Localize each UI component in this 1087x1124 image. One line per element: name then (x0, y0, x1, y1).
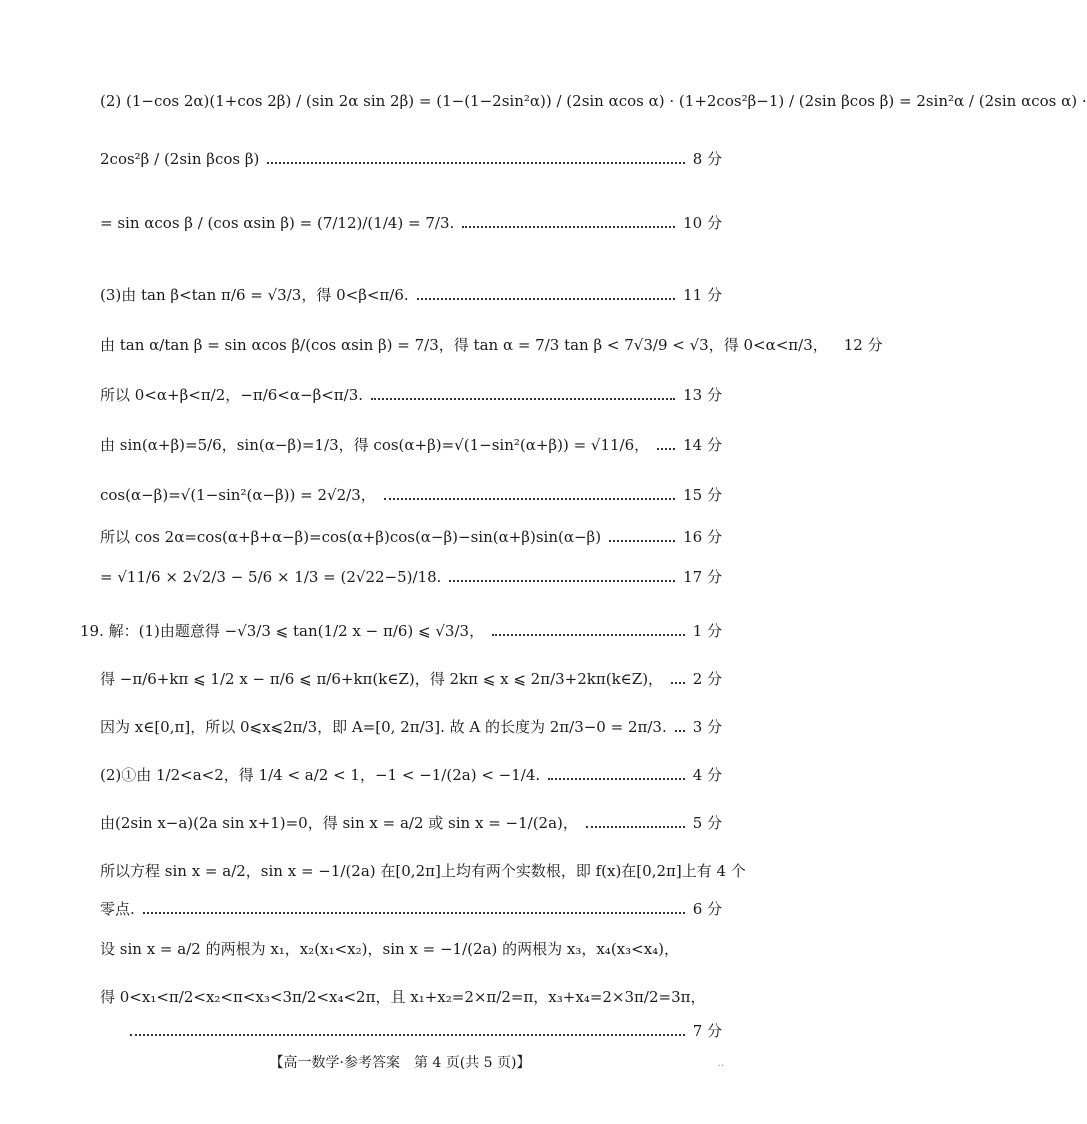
page-footer: 【高一数学·参考答案 第 4 页(共 5 页)】 (269, 1055, 531, 1071)
answer-math: 2cos²β / (2sin βcos β) (100, 149, 260, 168)
answer-line (100, 148, 722, 169)
answer-math: = √11/6 × 2√2/3 − 5/6 × 1/3 = (2√22−5)/18. (100, 567, 442, 586)
leader-dots (586, 826, 685, 828)
answer-line (100, 668, 722, 689)
leader-dots (417, 298, 675, 300)
answer-line (100, 334, 883, 355)
score-label: 11 分 (683, 286, 722, 304)
leader-dots (143, 912, 685, 914)
answer-math: 所以 cos 2α=cos(α+β+α−β)=cos(α+β)cos(α−β)−sin(α+β)sin(α−β) (100, 528, 602, 546)
answer-line (100, 938, 722, 959)
score-label: 8 分 (692, 150, 722, 168)
answer-math: 所以方程 sin x = a/2，sin x = −1/(2a) 在[0,2π]上均有两个实数根，即 f(x)在[0,2π]上有 4 个 (100, 862, 746, 880)
score-label: 4 分 (692, 766, 722, 784)
answer-math: 得 −π/6+kπ ⩽ 1/2 x − π/6 ⩽ π/6+kπ(k∈Z)，得 2kπ ⩽ x ⩽ 2π/3+2kπ(k∈Z)， (100, 670, 664, 688)
answer-line (100, 212, 722, 233)
score-label: 2 分 (692, 670, 722, 688)
score-label: 14 分 (683, 436, 722, 454)
leader-dots (609, 540, 675, 542)
answer-math: (2) (1−cos 2α)(1+cos 2β) / (sin 2α sin 2β) = (1−(1−2sin²α)) / (2sin αcos α) · (1+2cos²β−1) / (2sin βcos β) = 2sin²α / (2sin αcos α) · (100, 92, 1087, 110)
answer-line (130, 1020, 722, 1041)
answer-math: cos(α−β)=√(1−sin²(α−β)) = 2√2/3， (100, 486, 376, 504)
score-label: 10 分 (683, 214, 722, 232)
score-label: 1 分 (692, 622, 722, 640)
leader-dots (675, 730, 685, 732)
answer-math: (2)①由 1/2<a<2，得 1/4 < a/2 < 1，−1 < −1/(2a) < −1/4. (100, 766, 541, 784)
leader-dots (449, 580, 675, 582)
answer-line (80, 620, 722, 641)
answer-line (100, 860, 746, 881)
leader-dots (384, 498, 675, 500)
leader-dots (657, 448, 675, 450)
leader-dots (548, 778, 685, 780)
answer-line (100, 92, 1087, 110)
answer-line (100, 284, 722, 305)
answer-math: (3)由 tan β<tan π/6 = √3/3，得 0<β<π/6. (100, 286, 409, 304)
answer-math: 得 0<x₁<π/2<x₂<π<x₃<3π/2<x₄<2π，且 x₁+x₂=2×π/2=π，x₃+x₄=2×3π/2=3π， (100, 988, 706, 1006)
leader-dots (462, 226, 675, 228)
score-label: 17 分 (683, 568, 722, 586)
answer-math: = sin αcos β / (cos αsin β) = (7/12)/(1/4) = 7/3. (100, 213, 455, 232)
answer-math: 所以 0<α+β<π/2，−π/6<α−β<π/3. (100, 386, 364, 404)
answer-line (100, 434, 722, 455)
answer-line (100, 898, 722, 919)
leader-dots (371, 398, 675, 400)
answer-line (100, 812, 722, 833)
page-mark: .. (717, 1058, 724, 1069)
answer-math: 由(2sin x−a)(2a sin x+1)=0，得 sin x = a/2 或 sin x = −1/(2a)， (100, 814, 578, 832)
answer-line (100, 986, 722, 1007)
answer-math: 由 tan α/tan β = sin αcos β/(cos αsin β) = 7/3，得 tan α = 7/3 tan β < 7√3/9 < √3，得 0<α<π/3， (100, 336, 828, 354)
score-label: 12 分 (843, 336, 883, 354)
answer-math: 因为 x∈[0,π]，所以 0⩽x⩽2π/3，即 A=[0, 2π/3]. 故 A 的长度为 2π/3−0 = 2π/3. (100, 718, 667, 736)
leader-dots (671, 682, 685, 684)
score-label: 6 分 (692, 900, 722, 918)
answer-math: 零点. (100, 900, 135, 918)
leader-dots (267, 162, 684, 164)
answer-line (100, 526, 722, 547)
answer-line (100, 764, 722, 785)
leader-dots (492, 634, 685, 636)
score-label: 5 分 (692, 814, 722, 832)
score-label: 13 分 (683, 386, 722, 404)
score-label: 16 分 (683, 528, 722, 546)
answer-math: 由 sin(α+β)=5/6，sin(α−β)=1/3，得 cos(α+β)=√(1−sin²(α+β)) = √11/6， (100, 436, 650, 454)
score-label: 15 分 (683, 486, 722, 504)
score-label: 7 分 (692, 1022, 722, 1040)
answer-line (100, 384, 722, 405)
answer-line (100, 484, 722, 505)
answer-line (100, 566, 722, 587)
answer-math: 设 sin x = a/2 的两根为 x₁，x₂(x₁<x₂)，sin x = −1/(2a) 的两根为 x₃，x₄(x₃<x₄)， (100, 940, 680, 958)
leader-dots (130, 1034, 685, 1036)
answer-math: 19. 解：(1)由题意得 −√3/3 ⩽ tan(1/2 x − π/6) ⩽ √3/3， (80, 622, 485, 640)
score-label: 3 分 (692, 718, 722, 736)
answer-line (100, 716, 722, 737)
